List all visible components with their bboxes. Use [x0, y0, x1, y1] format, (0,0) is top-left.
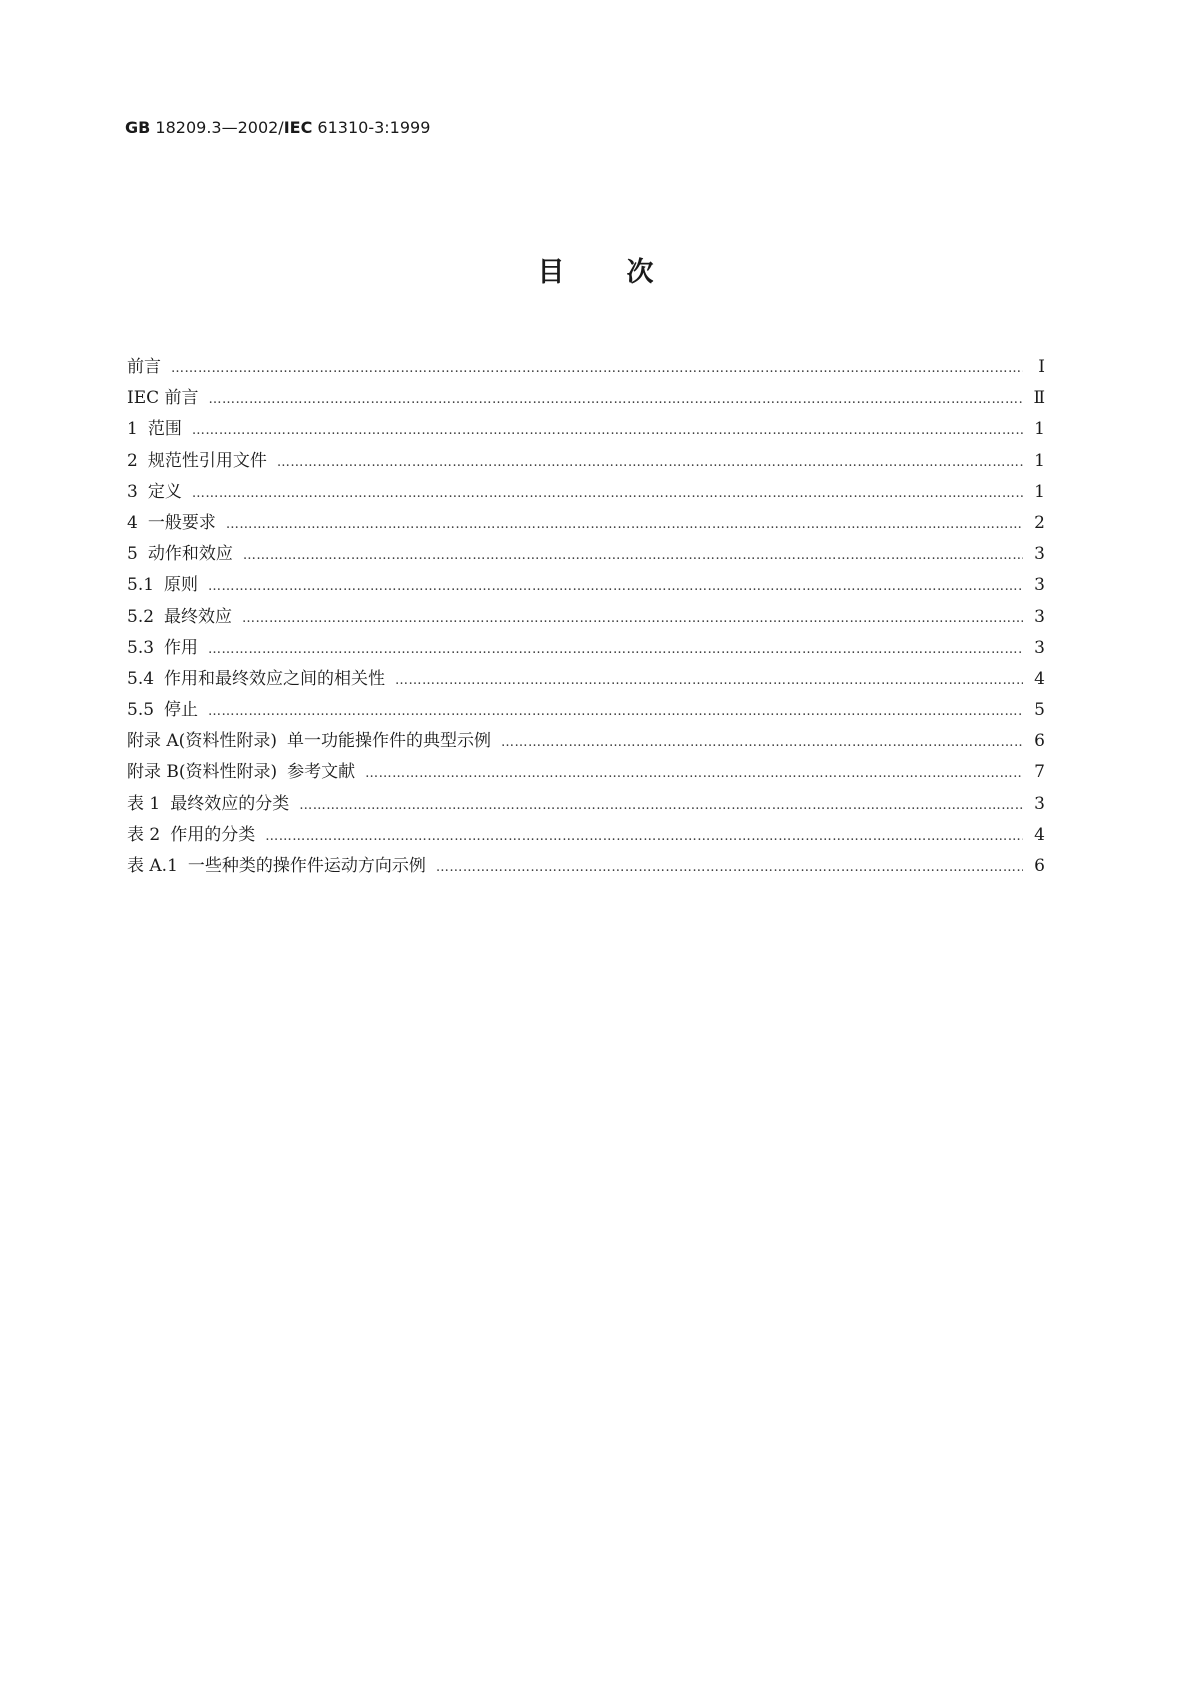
toc-title: 一般要求	[147, 512, 216, 533]
toc-label	[127, 633, 208, 664]
toc-entry-5-1[interactable]	[127, 570, 1045, 601]
toc-title: 停止	[164, 700, 199, 721]
toc-label	[127, 820, 265, 851]
toc-leader	[395, 665, 1023, 696]
toc-leader	[208, 696, 1023, 727]
toc-title: 一些种类的操作件运动方向示例	[187, 856, 426, 876]
toc-label: 前言	[127, 357, 161, 377]
toc-number: 表 2	[127, 824, 161, 845]
toc-label	[127, 695, 208, 726]
toc-entry-5-2[interactable]	[127, 602, 1045, 633]
toc-number: 5.5	[127, 700, 155, 721]
toc-number: 3	[127, 481, 138, 502]
toc-number: 附录 A(资料性附录)	[127, 731, 277, 752]
toc-entry-5[interactable]	[127, 539, 1045, 570]
toc-entry-5-4[interactable]	[127, 664, 1045, 695]
toc-leader	[192, 478, 1023, 509]
toc-label	[127, 508, 226, 539]
toc-page-number: 4	[1034, 668, 1045, 689]
toc-number: 5.3	[127, 637, 155, 658]
toc-entry-annex-a[interactable]	[127, 726, 1045, 757]
toc-page-number: Ⅱ	[1033, 388, 1045, 409]
toc-label	[127, 757, 365, 788]
toc-number: 2	[127, 450, 138, 471]
toc-leader	[243, 540, 1023, 571]
toc-entry-table-1[interactable]	[127, 789, 1045, 820]
toc-entry-foreword[interactable]	[127, 352, 1045, 383]
toc-entry-table-2[interactable]	[127, 820, 1045, 851]
toc-label	[127, 789, 299, 820]
toc-page-number: 6	[1034, 731, 1045, 752]
toc-leader	[436, 852, 1023, 883]
toc-entry-2[interactable]	[127, 446, 1045, 477]
toc-number: 附录 B(资料性附录)	[127, 762, 278, 783]
toc-title: 参考文献	[287, 762, 356, 783]
toc-title: 作用	[164, 637, 199, 658]
toc-label	[127, 570, 208, 601]
toc-title: 定义	[147, 481, 182, 502]
toc-entry-iec-foreword[interactable]	[127, 383, 1045, 414]
toc-entry-3[interactable]	[127, 477, 1045, 508]
toc-page-number: 5	[1034, 700, 1045, 721]
toc-title: 原则	[164, 575, 199, 596]
toc-leader	[299, 790, 1023, 821]
std-prefix: GB	[125, 118, 151, 137]
toc-entry-4[interactable]	[127, 508, 1045, 539]
toc-title: 规范性引用文件	[147, 450, 267, 471]
toc-page-number: 4	[1034, 824, 1045, 845]
toc-label	[127, 477, 192, 508]
toc-page-number: 3	[1034, 544, 1045, 565]
toc-label	[127, 664, 395, 695]
toc-page-number: 3	[1034, 793, 1045, 814]
toc-label	[127, 446, 277, 477]
toc-title: 最终效应的分类	[170, 793, 290, 814]
toc-leader	[209, 384, 1023, 415]
toc-number: 表 A.1	[127, 856, 178, 876]
toc-number: 5	[127, 544, 138, 565]
page-title: 目次	[537, 257, 716, 288]
toc-leader	[192, 415, 1023, 446]
toc-page-number: 1	[1034, 450, 1045, 471]
toc-title: 范围	[147, 419, 182, 440]
toc-leader	[208, 571, 1023, 602]
iec-prefix: IEC	[283, 118, 313, 137]
toc-number: 1	[127, 419, 138, 440]
toc-number: 4	[127, 512, 138, 533]
toc-title: 单一功能操作件的典型示例	[286, 731, 491, 752]
toc-number: 5.2	[127, 606, 155, 627]
toc-page-number: Ⅰ	[1038, 357, 1045, 377]
std-code: 18209.3—2002/	[155, 118, 284, 137]
toc-leader	[277, 447, 1023, 478]
toc-leader	[365, 758, 1023, 789]
toc-entry-5-5[interactable]	[127, 695, 1045, 726]
toc-page-number: 3	[1034, 606, 1045, 627]
toc-title: 动作和效应	[147, 544, 233, 565]
toc-title: 最终效应	[164, 606, 233, 627]
toc-label	[127, 539, 243, 570]
toc-label	[127, 726, 501, 757]
toc-page-number: 2	[1034, 512, 1045, 533]
iec-code: 61310-3:1999	[317, 118, 431, 137]
toc-page-number: 3	[1034, 637, 1045, 658]
standard-header	[125, 118, 430, 138]
toc-entry-1[interactable]	[127, 414, 1045, 445]
toc-page-number: 1	[1034, 419, 1045, 440]
toc-number: 5.1	[127, 575, 155, 596]
toc-number: 5.4	[127, 668, 155, 689]
toc-leader	[171, 353, 1023, 384]
toc-leader	[226, 509, 1023, 540]
toc-leader	[242, 603, 1023, 634]
toc-entry-annex-b[interactable]	[127, 757, 1045, 788]
toc-label	[127, 602, 242, 633]
toc-title: 作用和最终效应之间的相关性	[164, 668, 386, 689]
toc-leader	[265, 821, 1023, 852]
table-of-contents	[127, 352, 1045, 882]
toc-label	[127, 414, 192, 445]
toc-page-number: 7	[1034, 762, 1045, 783]
toc-label	[127, 851, 436, 882]
toc-leader	[208, 634, 1023, 665]
toc-title: 作用的分类	[170, 824, 256, 845]
toc-page-number: 3	[1034, 575, 1045, 596]
toc-entry-table-a1[interactable]	[127, 851, 1045, 882]
toc-entry-5-3[interactable]	[127, 633, 1045, 664]
toc-page-number: 6	[1034, 856, 1045, 876]
toc-page-number: 1	[1034, 481, 1045, 502]
toc-label: IEC 前言	[127, 388, 199, 409]
toc-leader	[501, 727, 1023, 758]
toc-number: 表 1	[127, 793, 161, 814]
